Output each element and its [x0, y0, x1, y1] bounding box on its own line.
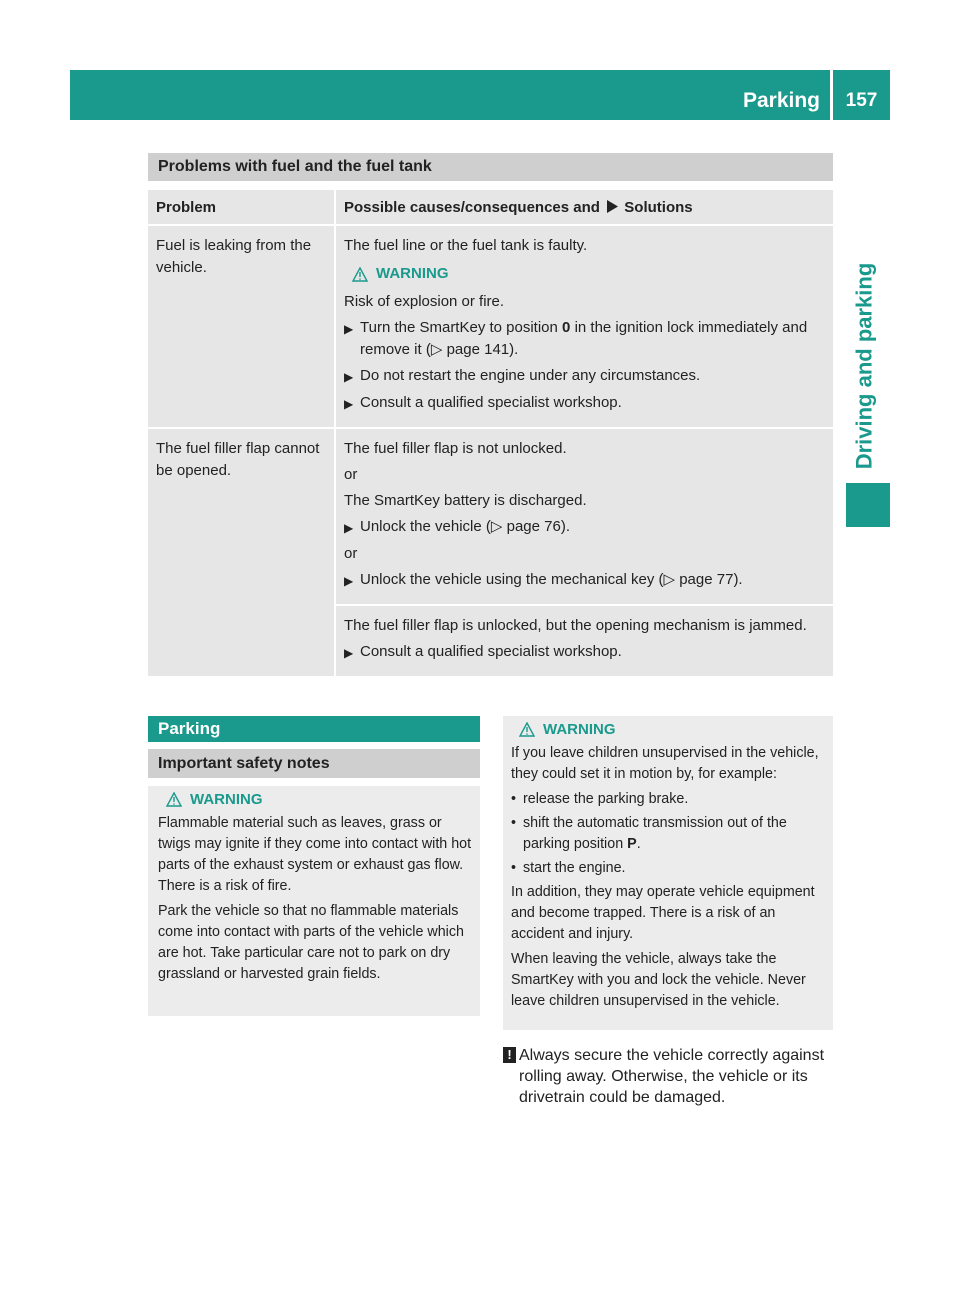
warning-heading	[519, 719, 825, 740]
or-text: or	[344, 466, 358, 483]
warning-paragraph: When leaving the vehicle, always take the SmartKey with you and lock the vehicle. Never leave children unsupervised in the vehicle.	[511, 951, 806, 1009]
chapter-tab-marker	[846, 483, 890, 527]
step-text: in the ignition lock immediately and remove it (	[360, 319, 808, 358]
step-text: Do not restart the engine under any circumstances.	[360, 367, 701, 384]
warning-label: WARNING	[543, 721, 616, 738]
page-reference[interactable]: page 76	[506, 518, 561, 535]
warning-paragraph: If you leave children unsupervised in the vehicle, they could set it in motion by, for example:	[511, 745, 819, 782]
warning-paragraph: Flammable material such as leaves, grass or twigs may ignite if they come into contact with hot parts of the exhaust system or exhaust gas flow. There is a risk of fire.	[158, 815, 472, 894]
page-ref-icon: ▷	[430, 341, 447, 358]
play-arrow-icon: ▶	[344, 521, 354, 535]
table-header-row	[148, 190, 833, 224]
warning-triangle-icon	[352, 267, 368, 282]
bullet-icon: •	[511, 791, 517, 807]
warning-triangle-icon	[166, 792, 182, 807]
play-arrow-icon: ▶	[344, 370, 354, 384]
page-reference[interactable]: page 141	[446, 341, 510, 358]
page-ref-icon: ▷	[663, 571, 680, 588]
list-item-text: shift the automatic transmission out of the parking position	[523, 815, 787, 852]
col-header-solutions	[336, 190, 833, 224]
col-header-problem: Problem	[148, 190, 334, 224]
action-step	[344, 392, 825, 415]
step-text: Consult a qualified specialist workshop.	[360, 394, 622, 411]
warning-heading	[166, 789, 472, 810]
fuel-problems-table	[148, 153, 833, 678]
warning-text: Risk of explosion or fire.	[344, 293, 505, 310]
action-step	[344, 317, 825, 361]
chapter-tab	[842, 255, 886, 477]
list-item-text: .	[636, 836, 641, 852]
exclamation-icon: !	[503, 1047, 516, 1063]
page-header	[70, 70, 890, 120]
chapter-tab-label: Driving and parking	[851, 262, 876, 470]
solution-cell	[336, 226, 833, 427]
action-step	[344, 569, 825, 592]
table-title: Problems with fuel and the fuel tank	[148, 153, 833, 181]
cause-text: The fuel filler flap is not unlocked.	[344, 440, 567, 457]
bullet-icon: •	[511, 860, 517, 876]
play-arrow-icon	[606, 200, 618, 213]
warning-paragraph: In addition, they may operate vehicle equipment and become trapped. There is a risk of an accident and injury.	[511, 884, 815, 942]
list-item	[511, 813, 825, 855]
section-title-parking: Parking	[148, 716, 480, 742]
list-item	[511, 789, 825, 810]
solution-cell	[336, 429, 833, 604]
step-text: Unlock the vehicle (	[360, 518, 491, 535]
problem-cell	[148, 226, 334, 427]
caution-note	[503, 1045, 833, 1108]
warning-label: WARNING	[376, 265, 449, 282]
gear-position: P	[627, 836, 637, 852]
play-arrow-icon: ▶	[344, 322, 354, 336]
list-item	[511, 858, 825, 879]
play-arrow-icon: ▶	[344, 574, 354, 588]
col-header-solutions-prefix: Possible causes/consequences and	[344, 199, 600, 216]
page-number: 157	[845, 90, 878, 111]
list-item-text: release the parking brake.	[523, 791, 689, 807]
warning-heading	[352, 263, 825, 285]
col-header-solutions-suffix: Solutions	[624, 199, 693, 216]
step-text: Consult a qualified specialist workshop.	[360, 643, 622, 660]
list-item-text: start the engine.	[523, 860, 626, 876]
or-text: or	[344, 545, 358, 562]
warning-paragraph: Park the vehicle so that no flammable materials come into contact with parts of the vehicle which are hot. Take particular care not to park on dry grassland or harvested grain fields.	[158, 903, 464, 982]
cause-text: The fuel line or the fuel tank is faulty.	[344, 237, 588, 254]
solution-cell	[336, 606, 833, 676]
play-arrow-icon: ▶	[344, 397, 354, 411]
bullet-icon: •	[511, 815, 517, 831]
problem-cell	[148, 429, 334, 676]
action-step	[344, 516, 825, 539]
problems-table-grid	[146, 188, 835, 678]
subsection-title-safety: Important safety notes	[148, 749, 480, 778]
step-text: Turn the SmartKey to position	[360, 319, 558, 336]
play-arrow-icon: ▶	[344, 646, 354, 660]
warning-triangle-icon	[519, 722, 535, 737]
step-text: ).	[509, 341, 519, 358]
problem-text: The fuel filler flap cannot be opened.	[156, 440, 320, 479]
warning-box-children	[503, 716, 833, 1030]
table-row	[148, 226, 833, 427]
warning-label: WARNING	[190, 791, 263, 808]
step-text: ).	[560, 518, 571, 535]
note-text: Always secure the vehicle correctly against rolling away. Otherwise, the vehicle or its drivetrain could be damaged.	[519, 1047, 825, 1106]
cause-text: The fuel filler flap is unlocked, but the opening mechanism is jammed.	[344, 617, 807, 634]
table-row	[148, 429, 833, 604]
action-step	[344, 641, 825, 664]
page-ref-icon: ▷	[490, 518, 507, 535]
problem-text: Fuel is leaking from the vehicle.	[156, 237, 312, 276]
action-step	[344, 365, 825, 388]
step-text: Unlock the vehicle using the mechanical key (	[360, 571, 664, 588]
ignition-position: 0	[562, 319, 571, 336]
header-title: Parking	[742, 89, 820, 112]
page-reference[interactable]: page 77	[679, 571, 734, 588]
warning-box-fire	[148, 786, 480, 1016]
step-text: ).	[733, 571, 743, 588]
cause-text: The SmartKey battery is discharged.	[344, 492, 587, 509]
